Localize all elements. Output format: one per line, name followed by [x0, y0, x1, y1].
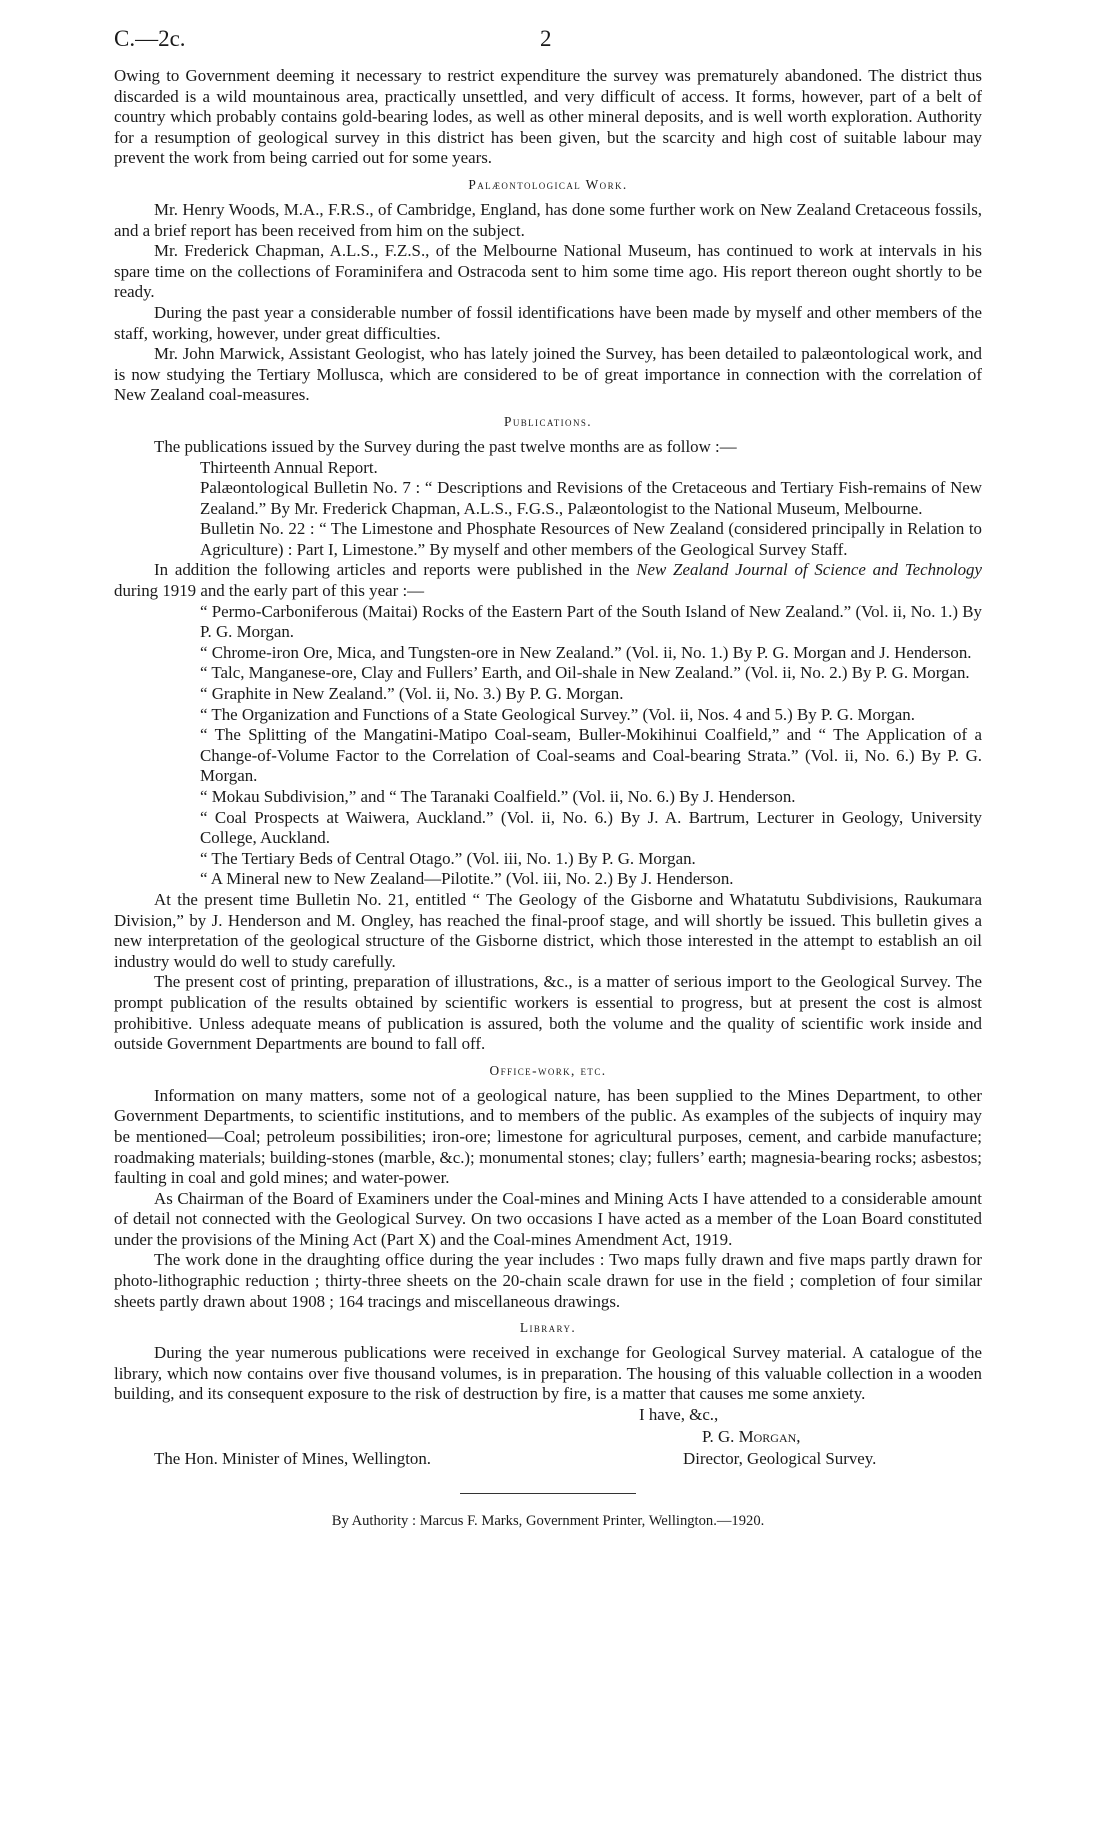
- article-item: “ A Mineral new to New Zealand—Pilotite.” (Vol. iii, No. 2.) By J. Henderson.: [200, 869, 734, 889]
- page-number: 2: [540, 26, 552, 51]
- paragraph: The publications issued by the Survey during the past twelve months are as follow :—: [154, 436, 737, 456]
- article-item: “ Permo-Carboniferous (Maitai) Rocks of the Eastern Part of the South Island of New Zealand.” (Vol. ii, No. 1.) By P. G. Morgan.: [200, 601, 982, 642]
- paragraph: Mr. John Marwick, Assistant Geologist, who has lately joined the Survey, has been detailed to palæontological work, and is now studying the Tertiary Mollusca, which are considered to be of great importance in connection with the correlation of New Zealand coal-measures.: [114, 344, 982, 405]
- document-page: [114, 26, 982, 1530]
- article-item: “ Talc, Manganese-ore, Clay and Fullers’ Earth, and Oil-shale in New Zealand.” (Vol. ii, No. 2.) By P. G. Morgan.: [200, 663, 970, 683]
- section-heading-office-work: Office-work, etc.: [489, 1062, 607, 1078]
- journal-paragraph: [114, 560, 982, 601]
- paragraph: As Chairman of the Board of Examiners under the Coal-mines and Mining Acts I have attended to a considerable amount of detail not connected with the Geological Survey. On two occasions I have acted as a member of the Loan Board constituted under the provisions of the Mining Act (Part X) and the Coal-mines Amendment Act, 1919.: [114, 1188, 982, 1249]
- journal-outro-text: during 1919 and the early part of this year :—: [114, 581, 425, 601]
- paragraph: The work done in the draughting office during the year includes : Two maps fully drawn and five maps partly drawn for photo-lithographic reduction ; thirty-three sheets on the 20-chain scale drawn for use in the field ; completion of four similar sheets partly drawn about 1908 ; 164 tracings and miscellaneous drawings.: [114, 1250, 982, 1311]
- signatory-title: Director, Geological Survey.: [683, 1449, 877, 1469]
- article-item: “ Chrome-iron Ore, Mica, and Tungsten-ore in New Zealand.” (Vol. ii, No. 1.) By P. G. Morgan and J. Henderson.: [200, 642, 972, 662]
- publication-item: Bulletin No. 22 : “ The Limestone and Phosphate Resources of New Zealand (considered principally in Relation to Agriculture) : Part I, Limestone.” By myself and other members of the Geological Survey Staff.: [200, 519, 982, 559]
- page-header: [114, 26, 982, 66]
- section-heading-publications: Publications.: [504, 413, 592, 429]
- document-body: [114, 66, 982, 1473]
- section-heading-library: Library.: [519, 1320, 577, 1336]
- closing-block: [114, 1405, 982, 1473]
- publication-item: Thirteenth Annual Report.: [200, 457, 378, 477]
- article-item: “ The Organization and Functions of a State Geological Survey.” (Vol. ii, Nos. 4 and 5.) By P. G. Morgan.: [200, 704, 915, 724]
- article-item: “ The Tertiary Beds of Central Otago.” (Vol. iii, No. 1.) By P. G. Morgan.: [200, 848, 696, 868]
- paragraph: The present cost of printing, preparation of illustrations, &c., is a matter of serious import to the Geological Survey. The prompt publication of the results obtained by scientific workers is essential to progress, but at present the cost is almost prohibitive. Unless adequate means of publication is assured, both the volume and the quality of scientific work inside and outside Government Departments are bound to fall off.: [114, 972, 982, 1054]
- article-item: “ Coal Prospects at Waiwera, Auckland.” (Vol. ii, No. 6.) By J. A. Bartrum, Lecturer in Geology, University College, Auckland.: [200, 807, 982, 848]
- publication-item: Palæontological Bulletin No. 7 : “ Descriptions and Revisions of the Cretaceous and Tertiary Fish-remains of New Zealand.” By Mr. Frederick Chapman, A.L.S., F.G.S., Palæontologist to the National Museum, Melbourne.: [200, 478, 982, 518]
- document-reference: C.—2c.: [114, 26, 186, 51]
- paragraph: At the present time Bulletin No. 21, entitled “ The Geology of the Gisborne and Whatatutu Subdivisions, Raukumara Division,” by J. Henderson and M. Ongley, has reached the final-proof stage, and will shortly be issued. This bulletin gives a new interpretation of the geological structure of the Gisborne district, which those interested in the attempt to establish an oil industry would do well to study carefully.: [114, 889, 982, 971]
- salutation: I have, &c.,: [639, 1405, 719, 1425]
- paragraph: Mr. Henry Woods, M.A., F.R.S., of Cambridge, England, has done some further work on New Zealand Cretaceous fossils, and a brief report has been received from him on the subject.: [114, 199, 982, 240]
- footer-rule: [460, 1493, 636, 1494]
- addressee: The Hon. Minister of Mines, Wellington.: [154, 1449, 431, 1469]
- paragraph: During the past year a considerable number of fossil identifications have been made by myself and other members of the staff, working, however, under great difficulties.: [114, 302, 982, 343]
- article-item: “ Graphite in New Zealand.” (Vol. ii, No. 3.) By P. G. Morgan.: [200, 684, 624, 704]
- article-item: “ The Splitting of the Mangatini-Matipo Coal-seam, Buller-Mokihinui Coalfield,” and “ The Application of a Change-of-Volume Factor to the Correlation of Coal-seams and Coal-bearing Strata.” (Vol. ii, No. 6.) By P. G. Morgan.: [200, 725, 982, 786]
- signatory-name: P. G. Morgan,: [702, 1427, 801, 1447]
- paragraph: Information on many matters, some not of a geological nature, has been supplied to the Mines Department, to other Government Departments, to scientific institutions, and to members of the public. As examples of the subjects of inquiry may be mentioned—Coal; petroleum possibilities; iron-ore; limestone for agricultural purposes, cement, and carbide manufacture; roadmaking materials; building-stones (marble, &c.); monumental stones; clay; fullers’ earth; magnesia-bearing rocks; asbestos; faulting in coal and gold mines; and water-power.: [114, 1085, 982, 1188]
- article-item: “ Mokau Subdivision,” and “ The Taranaki Coalfield.” (Vol. ii, No. 6.) By J. Henderson.: [200, 787, 796, 806]
- printer-imprint: By Authority : Marcus F. Marks, Government Printer, Wellington.—1920.: [331, 1513, 765, 1530]
- journal-name: New Zealand Journal of Science and Technology: [636, 560, 982, 580]
- intro-paragraph: Owing to Government deeming it necessary to restrict expenditure the survey was prematurely abandoned. The district thus discarded is a wild mountainous area, practically unsettled, and very difficult of access. It forms, however, part of a belt of country which probably contains gold-bearing lodes, as well as other mineral deposits, and is well worth exploration. Authority for a resumption of geological survey in this district has been given, but the scarcity and high cost of suitable labour may prevent the work from being carried out for some years.: [114, 66, 982, 168]
- paragraph: Mr. Frederick Chapman, A.L.S., F.Z.S., of the Melbourne National Museum, has continued to work at intervals in his spare time on the collections of Foraminifera and Ostracoda sent to him some time ago. His report thereon ought shortly to be ready.: [114, 241, 982, 302]
- section-heading-palaeontological-work: Palæontological Work.: [468, 176, 628, 192]
- paragraph: During the year numerous publications were received in exchange for Geological Survey material. A catalogue of the library, which now contains over five thousand volumes, is in preparation. The housing of this valuable collection in a wooden building, and its consequent exposure to the risk of destruction by fire, is a matter that causes me some anxiety.: [114, 1343, 982, 1404]
- journal-intro-text: In addition the following articles and reports were published in the: [154, 560, 637, 580]
